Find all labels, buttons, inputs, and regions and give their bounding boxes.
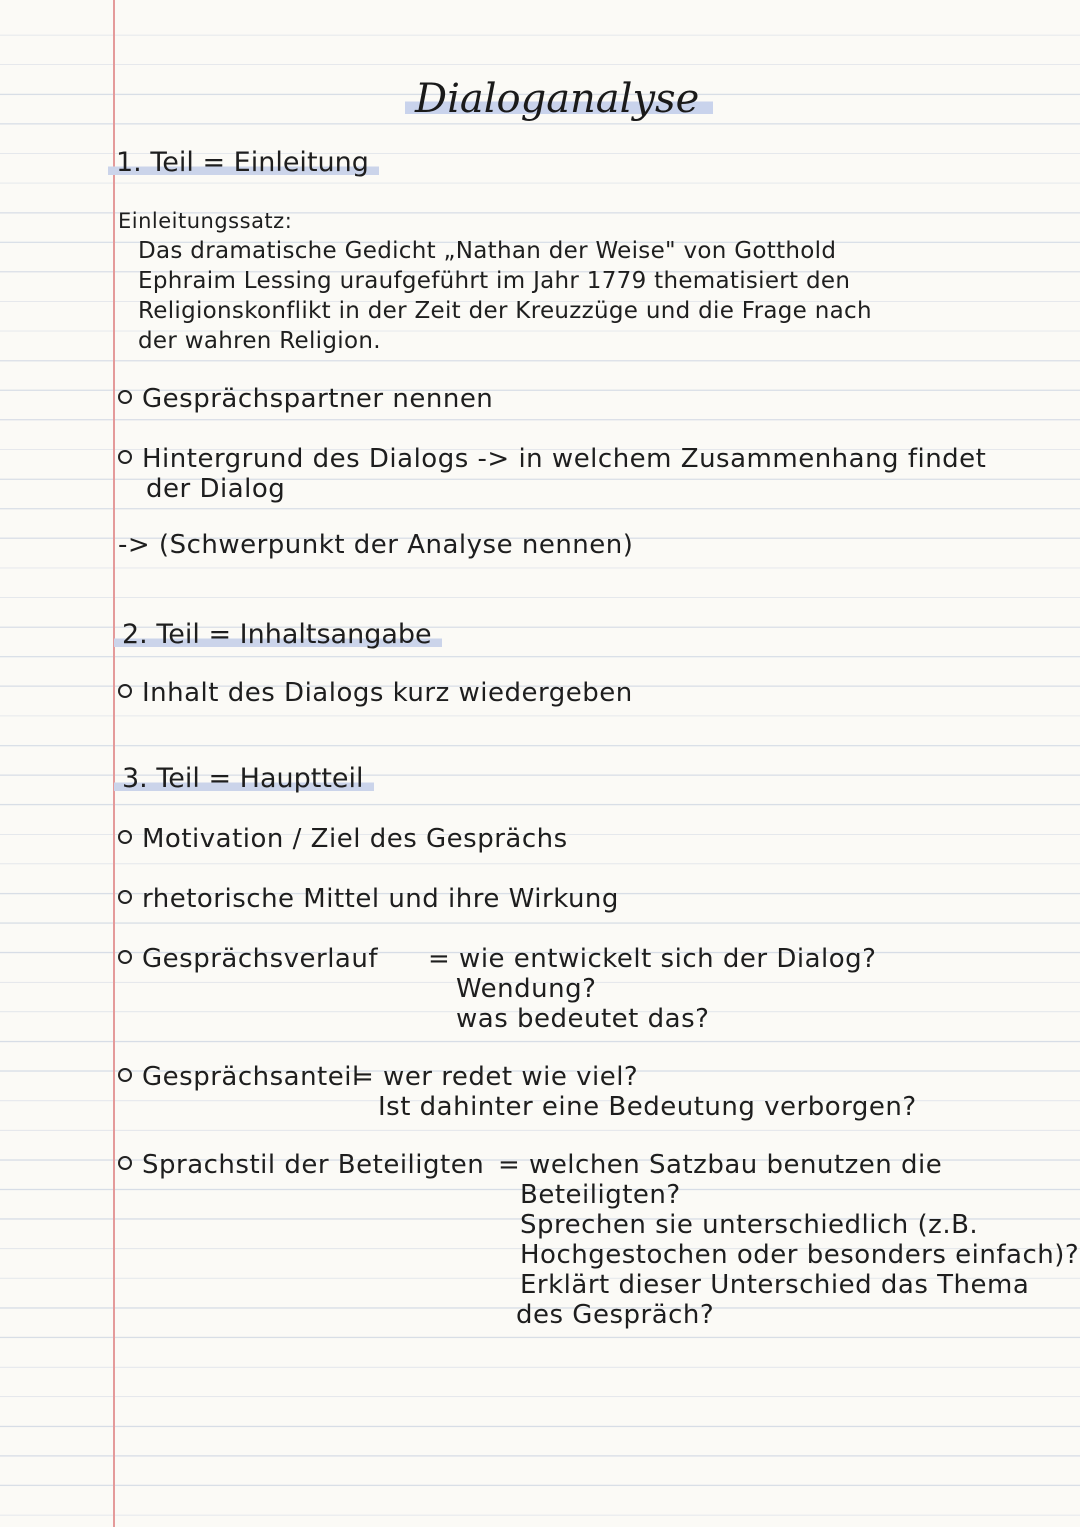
share-question-1: = wer redet wie viel?	[352, 1062, 639, 1092]
style-label: Sprachstil der Beteiligten	[142, 1150, 485, 1180]
share-question-2: Ist dahinter eine Bedeutung verborgen?	[378, 1092, 917, 1122]
style-question-1: = welchen Satzbau benutzen die	[498, 1150, 943, 1180]
focus-note: -> (Schwerpunkt der Analyse nennen)	[118, 530, 634, 560]
share-label: Gesprächsanteil	[142, 1062, 360, 1092]
page-title: Dialoganalyse	[405, 74, 713, 124]
bullet-background-text: Hintergrund des Dialogs -> in welchem Zusammenhang findet	[142, 444, 987, 474]
bullet-icon	[118, 1068, 132, 1082]
bullet-background	[118, 444, 986, 474]
heading-part1: 1. Teil = Einleitung	[108, 146, 379, 180]
bullet-background-line2: der Dialog	[146, 474, 286, 504]
intro-line-2: Ephraim Lessing uraufgeführt im Jahr 1779 thematisiert den	[138, 268, 851, 294]
bullet-motivation-text: Motivation / Ziel des Gesprächs	[142, 824, 568, 854]
style-question-2: Beteiligten?	[520, 1180, 681, 1210]
heading-part2: 2. Teil = Inhaltsangabe	[114, 618, 442, 652]
intro-line-4: der wahren Religion.	[138, 328, 381, 354]
course-question-1: = wie entwickelt sich der Dialog?	[428, 944, 877, 974]
bullet-icon	[118, 684, 132, 698]
bullet-rhetoric	[118, 884, 619, 914]
bullet-icon	[118, 390, 132, 404]
course-question-3: was bedeutet das?	[456, 1004, 710, 1034]
course-label: Gesprächsverlauf	[142, 944, 378, 974]
heading-part3: 3. Teil = Hauptteil	[114, 762, 374, 796]
bullet-partners	[118, 384, 493, 414]
bullet-icon	[118, 890, 132, 904]
bullet-course	[118, 944, 378, 974]
bullet-rhetoric-text: rhetorische Mittel und ihre Wirkung	[142, 884, 619, 914]
bullet-motivation	[118, 824, 568, 854]
bullet-icon	[118, 950, 132, 964]
bullet-content-text: Inhalt des Dialogs kurz wiedergeben	[142, 678, 633, 708]
course-question-2: Wendung?	[456, 974, 597, 1004]
bullet-share	[118, 1062, 360, 1092]
bullet-icon	[118, 830, 132, 844]
bullet-content	[118, 678, 633, 708]
bullet-icon	[118, 1156, 132, 1170]
intro-label: Einleitungssatz:	[118, 209, 293, 233]
style-question-5: Erklärt dieser Unterschied das Thema	[520, 1270, 1030, 1300]
intro-line-1: Das dramatische Gedicht „Nathan der Weise" von Gotthold	[138, 238, 837, 264]
intro-line-3: Religionskonflikt in der Zeit der Kreuzzüge und die Frage nach	[138, 298, 872, 324]
bullet-partners-text: Gesprächspartner nennen	[142, 384, 494, 414]
bullet-style	[118, 1150, 484, 1180]
style-question-3: Sprechen sie unterschiedlich (z.B.	[520, 1210, 979, 1240]
style-question-4: Hochgestochen oder besonders einfach)?	[520, 1240, 1080, 1270]
style-question-6: des Gespräch?	[516, 1300, 715, 1330]
bullet-icon	[118, 450, 132, 464]
